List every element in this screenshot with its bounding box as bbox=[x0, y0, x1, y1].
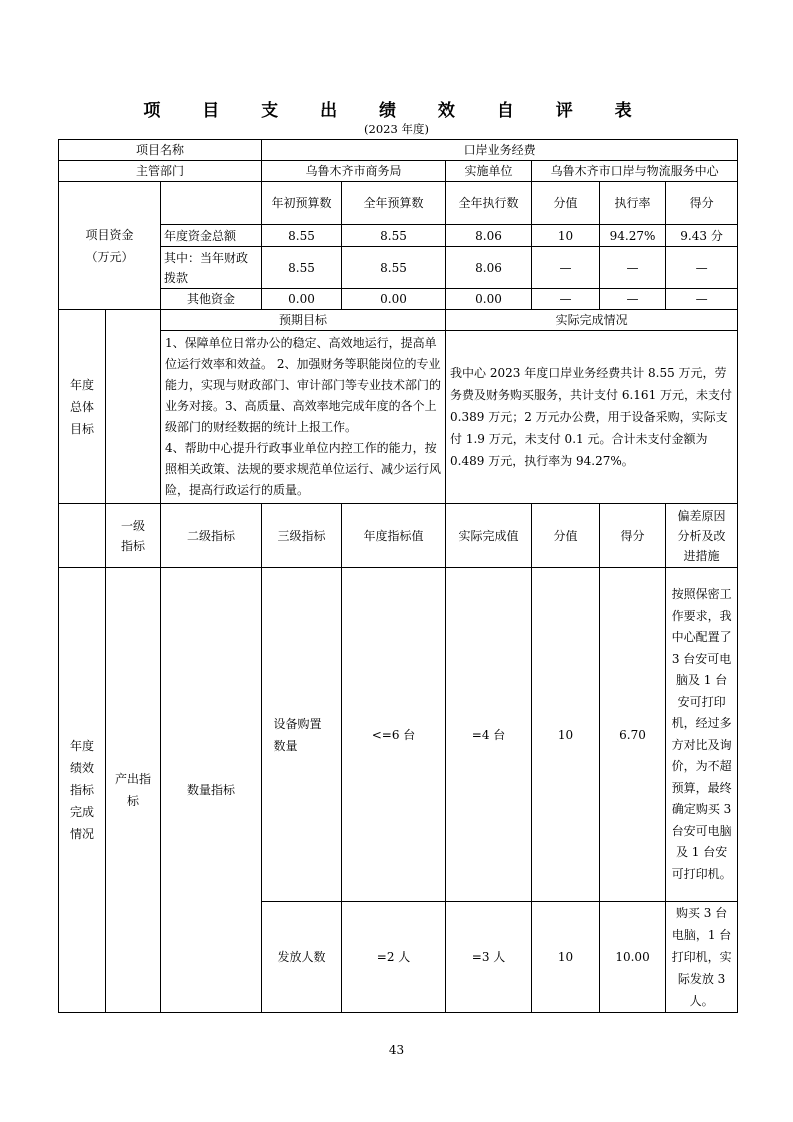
funds-col-5: 得分 bbox=[666, 182, 738, 225]
level2-cell: 数量指标 bbox=[161, 568, 262, 1013]
reason-cell: 购买 3 台电脑，1 台打印机，实际发放 3 人。 bbox=[666, 902, 738, 1013]
got-cell: 6.70 bbox=[600, 568, 666, 902]
actual-cell: =3 人 bbox=[446, 902, 532, 1013]
funds-row-label: 其中：当年财政拨款 bbox=[161, 247, 262, 289]
funds-cell: — bbox=[666, 247, 738, 289]
funds-cell: 94.27% bbox=[600, 225, 666, 247]
actual-label: 实际完成情况 bbox=[446, 310, 738, 331]
page-title: 项 目 支 出 绩 效 自 评 表 bbox=[143, 101, 650, 121]
funds-label bbox=[59, 182, 161, 310]
funds-col-4: 执行率 bbox=[600, 182, 666, 225]
funds-cell: — bbox=[600, 289, 666, 310]
funds-cell: 8.55 bbox=[262, 225, 342, 247]
indicator-section-label bbox=[59, 568, 106, 1013]
funds-cell: — bbox=[666, 289, 738, 310]
indicator-header bbox=[666, 504, 738, 568]
score-cell: 10 bbox=[532, 902, 600, 1013]
target-cell: <=6 台 bbox=[342, 568, 446, 902]
funds-header-empty bbox=[161, 182, 262, 225]
indicator-header: 分值 bbox=[532, 504, 600, 568]
funds-cell: 9.43 分 bbox=[666, 225, 738, 247]
overall-spacer bbox=[106, 310, 161, 504]
level1-text: 产出指标 bbox=[114, 772, 151, 808]
expected-label: 预期目标 bbox=[161, 310, 446, 331]
dept-label: 主管部门 bbox=[59, 161, 262, 182]
level3-text: 设备购置数量 bbox=[273, 716, 322, 753]
indicator-header-empty bbox=[59, 504, 106, 568]
actual-completion: 我中心 2023 年度口岸业务经费共计 8.55 万元，劳务费及财务购买服务，共计支付 6.161 万元，未支付 0.389 万元；2 万元办公费，用于设备采购，实际支付 1.9 万元，未支付 0.1 元。合计未支付金额为 0.489 万元，执行率为 94.27%。 bbox=[446, 331, 738, 504]
level1-cell bbox=[106, 568, 161, 1013]
funds-col-1: 全年预算数 bbox=[342, 182, 446, 225]
indicator-header: 实际完成值 bbox=[446, 504, 532, 568]
indicator-header-text: 一级指标 bbox=[120, 518, 145, 553]
got-cell: 10.00 bbox=[600, 902, 666, 1013]
indicator-header: 得分 bbox=[600, 504, 666, 568]
funds-cell: 8.55 bbox=[342, 225, 446, 247]
page-number: 43 bbox=[388, 1043, 405, 1057]
project-name-label: 项目名称 bbox=[59, 140, 262, 161]
score-cell: 10 bbox=[532, 568, 600, 902]
funds-cell: 8.55 bbox=[262, 247, 342, 289]
funds-cell: 8.06 bbox=[446, 247, 532, 289]
page-subtitle: (2023 年度) bbox=[364, 122, 429, 136]
funds-cell: 0.00 bbox=[262, 289, 342, 310]
funds-cell: 10 bbox=[532, 225, 600, 247]
funds-cell: 0.00 bbox=[446, 289, 532, 310]
level3-cell: 发放人数 bbox=[262, 902, 342, 1013]
funds-col-2: 全年执行数 bbox=[446, 182, 532, 225]
funds-cell: — bbox=[600, 247, 666, 289]
funds-cell: — bbox=[532, 247, 600, 289]
funds-cell: — bbox=[532, 289, 600, 310]
indicator-header: 三级指标 bbox=[262, 504, 342, 568]
funds-cell: 8.55 bbox=[342, 247, 446, 289]
impl-value: 乌鲁木齐市口岸与物流服务中心 bbox=[532, 161, 738, 182]
overall-label bbox=[59, 310, 106, 504]
overall-label-text: 年度总体目标 bbox=[69, 377, 94, 436]
expected-goals: 1、保障单位日常办公的稳定、高效地运行，提高单位运行效率和效益。 2、加强财务等职能岗位的专业能力，实现与财政部门、审计部门等专业技术部门的业务对接。3、高质量、高效率地完成年度的各个上级部门的财经数据的统计上报工作。 4、帮助中心提升行政事业单位内控工作的能力，按照相关政策、法规的要求规范单位运行、减少运行风险，提高行政运行的质量。 bbox=[161, 331, 446, 504]
funds-col-3: 分值 bbox=[532, 182, 600, 225]
funds-row-label: 年度资金总额 bbox=[161, 225, 262, 247]
impl-label: 实施单位 bbox=[446, 161, 532, 182]
funds-col-0: 年初预算数 bbox=[262, 182, 342, 225]
level3-cell bbox=[262, 568, 342, 902]
indicator-header-text: 偏差原因分析及改进措施 bbox=[677, 508, 726, 563]
funds-row-label: 其他资金 bbox=[161, 289, 262, 310]
indicator-header bbox=[106, 504, 161, 568]
funds-label-text: 项目资金（万元） bbox=[85, 227, 134, 264]
reason-cell: 按照保密工作要求，我中心配置了 3 台安可电脑及 1 台安可打印机，经过多方对比及询价，为不超预算，最终确定购买 3 台安可电脑及 1 台安可打印机。 bbox=[666, 568, 738, 902]
target-cell: =2 人 bbox=[342, 902, 446, 1013]
actual-cell: =4 台 bbox=[446, 568, 532, 902]
dept-value: 乌鲁木齐市商务局 bbox=[262, 161, 446, 182]
project-name: 口岸业务经费 bbox=[262, 140, 738, 161]
indicator-section-text: 年度绩效指标完成情况 bbox=[69, 739, 94, 841]
indicator-header: 二级指标 bbox=[161, 504, 262, 568]
performance-table bbox=[58, 139, 738, 1013]
funds-cell: 0.00 bbox=[342, 289, 446, 310]
indicator-header: 年度指标值 bbox=[342, 504, 446, 568]
funds-cell: 8.06 bbox=[446, 225, 532, 247]
